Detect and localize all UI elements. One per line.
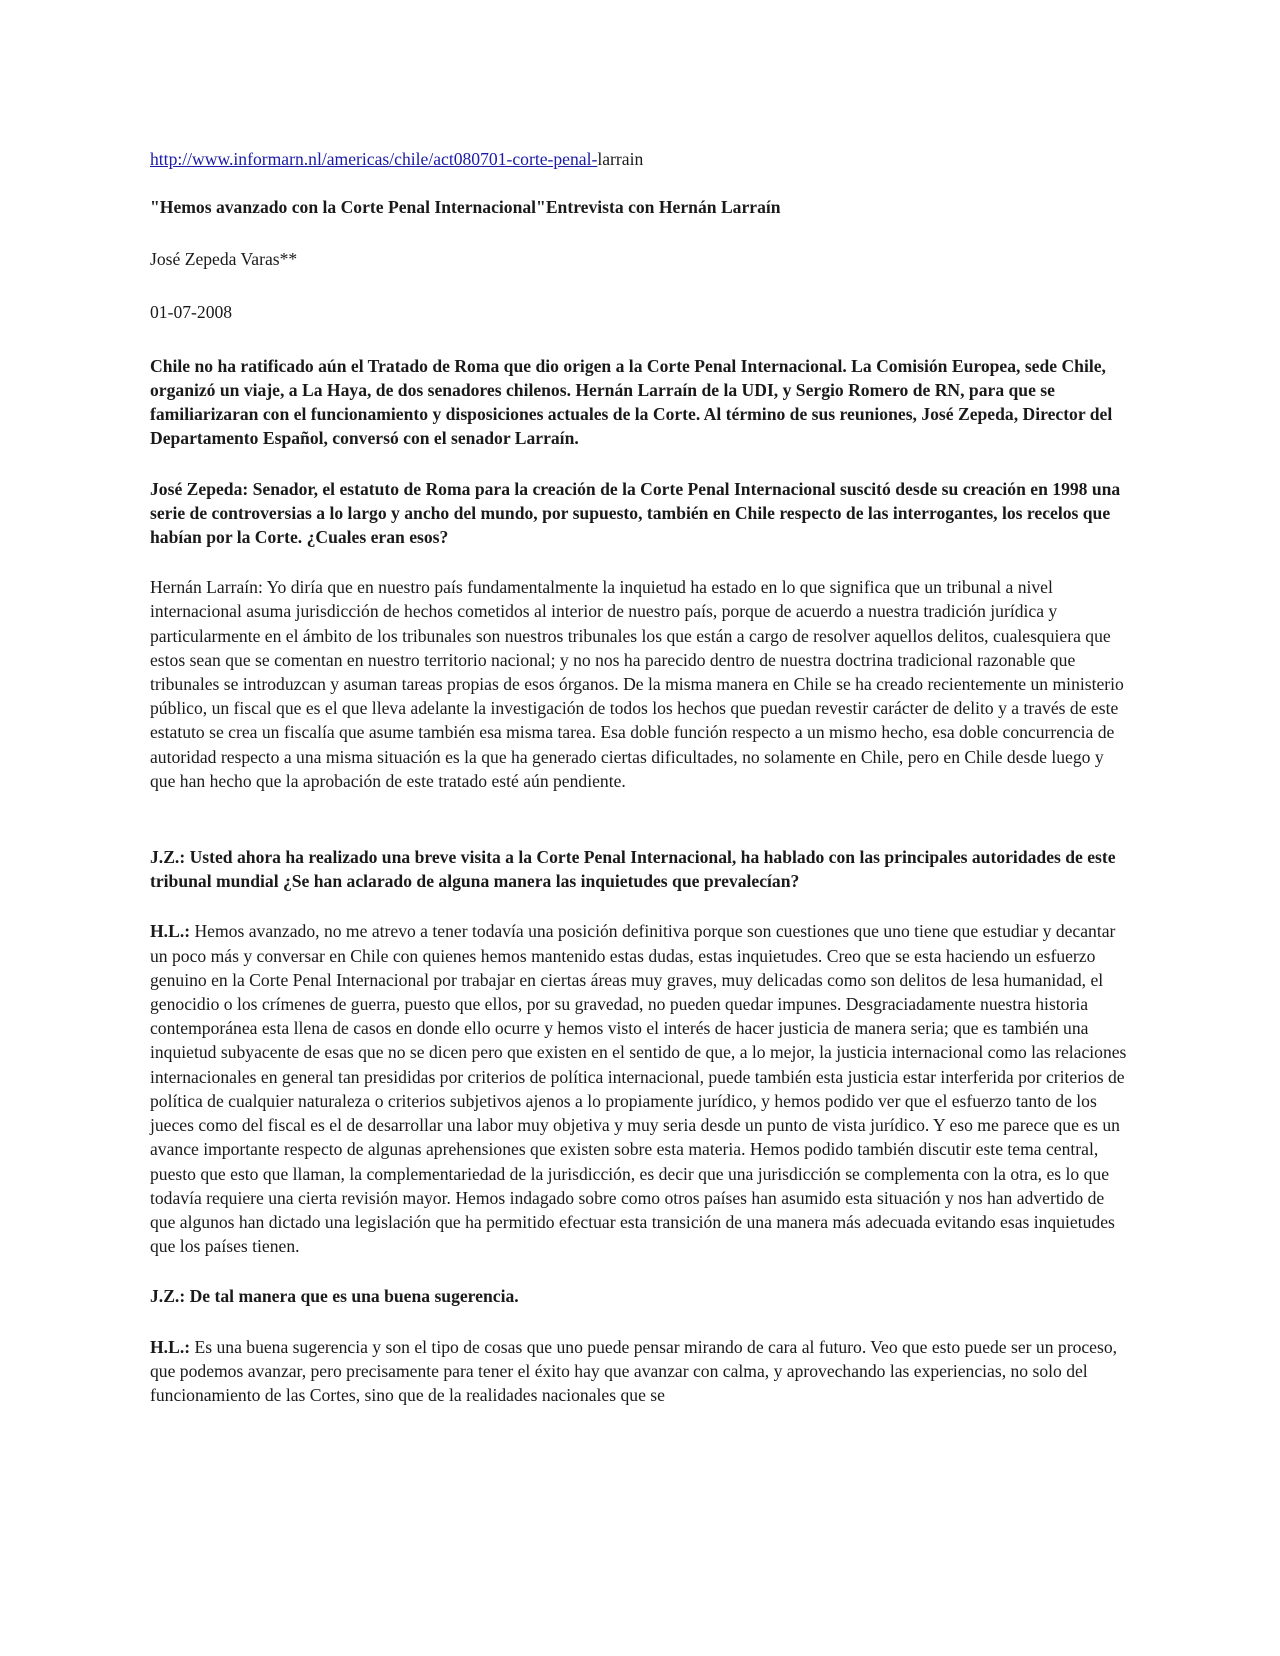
interview-question-3: J.Z.: De tal manera que es una buena sugerencia. (150, 1286, 519, 1307)
document-page (150, 147, 1130, 1433)
interview-answer-1: Hernán Larraín: Yo diría que en nuestro país fundamentalmente la inquietud ha estado en lo que significa que un tribunal a nivel internacional asuma jurisdicción de hechos cometidos al interior de nuestro país, porque de acuerdo a nuestra tradición jurídica y particularmente en el ámbito de los tribunales son nuestros tribunales los que están a cargo de resolver aquellos delitos, cualesquiera que estos sean que se comentan en nuestro territorio nacional; y no nos ha parecido dentro de nuestra doctrina tradicional razonable que tribunales se introduzcan y asuman tareas propias de esos órganos. De la misma manera en Chile se ha creado recientemente un ministerio público, un fiscal que es el que lleva adelante la investigación de todos los hechos que puedan revestir carácter de delito y a través de este estatuto se crea un fiscalía que asume también esa misma tarea. Esa doble función respecto a un mismo hecho, esa doble concurrencia de autoridad respecto a una misma situación es la que ha generado ciertas dificultades, no solamente en Chile, pero en Chile desde luego y que han hecho que la aprobación de este tratado esté aún pendiente. (150, 577, 1124, 791)
source-url-link[interactable]: http://www.informarn.nl/americas/chile/act080701-corte-penal- (150, 149, 598, 169)
interview-question-1: José Zepeda: Senador, el estatuto de Roma para la creación de la Corte Penal Internacional suscitó desde su creación en 1998 una serie de controversias a lo largo y ancho del mundo, por supuesto, también en Chile respecto de las interrogantes, los recelos que habían por la Corte. ¿Cuales eran esos? (150, 478, 1121, 548)
answer-2-text: Hemos avanzado, no me atrevo a tener todavía una posición definitiva porque son cuestiones que uno tiene que estudiar y decantar un poco más y conversar en Chile con quienes hemos mantenido estas dudas, estas inquietudes. Creo que se esta haciendo un esfuerzo genuino en la Corte Penal Internacional por trabajar en ciertas áreas muy graves, muy delicadas como son delitos de lesa humanidad, el genocidio o los crímenes de guerra, puesto que ellos, por su gravedad, no pueden quedar impunes. Desgraciadamente nuestra historia contemporánea esta llena de casos en donde ello ocurre y hemos visto el interés de hacer justicia de manera seria; que es también una inquietud subyacente de esas que no se dicen pero que existen en el sentido de que, a lo mejor, la justicia internacional como las relaciones internacionales en general tan presididas por criterios de política internacional, puede también esta justicia estar interferida por criterios de política de cualquier naturaleza o criterios subjetivos ajenos a lo propiamente jurídico, y hemos podido ver que el esfuerzo tanto de los jueces como del fiscal es el de desarrollar una labor muy objetiva y muy seria desde un punto de vista jurídico. Y eso me parece que es un avance importante respecto de algunas aprehensiones que existen sobre esta materia. Hemos podido también discutir este tema central, puesto que esto que llaman, la complementariedad de la jurisdicción, es decir que una jurisdicción se complementa con la otra, es lo que todavía requiere una cierta revisión mayor. Hemos indagado sobre como otros países han asumido esta situación y nos han advertido de que algunos han dictado una legislación que ha permitido efectuar esta transición de una manera más adecuada evitando esas inquietudes que los países tienen. (150, 921, 1127, 1257)
interview-question-2: J.Z.: Usted ahora ha realizado una breve visita a la Corte Penal Internacional, ha hablado con las principales autoridades de este tribunal mundial ¿Se han aclarado de alguna manera las inquietudes que prevalecían? (150, 847, 1116, 892)
source-url-line (150, 147, 1130, 171)
interview-answer-2 (150, 919, 1130, 1258)
article-lead: Chile no ha ratificado aún el Tratado de Roma que dio origen a la Corte Penal Internacional. La Comisión Europea, sede Chile, organizó un viaje, a La Haya, de dos senadores chilenos. Hernán Larraín de la UDI, y Sergio Romero de RN, para que se familiarizaran con el funcionamiento y disposiciones actuales de la Corte. Al término de sus reuniones, José Zepeda, Director del Departamento Español, conversó con el senador Larraín. (150, 355, 1113, 449)
article-title: "Hemos avanzado con la Corte Penal Internacional"Entrevista con Hernán Larraín (150, 197, 781, 218)
answer-2-speaker: H.L.: (150, 921, 191, 942)
article-date: 01-07-2008 (150, 301, 233, 322)
article-author: José Zepeda Varas** (150, 249, 298, 270)
source-url-tail: larrain (597, 149, 644, 169)
interview-answer-3 (150, 1335, 1130, 1408)
answer-3-speaker: H.L.: (150, 1336, 191, 1357)
answer-3-text: Es una buena sugerencia y son el tipo de cosas que uno puede pensar mirando de cara al futuro. Veo que esto puede ser un proceso, que podemos avanzar, pero precisamente para tener el éxito hay que avanzar con calma, y aprovechando las experiencias, no solo del funcionamiento de las Cortes, sino que de la realidades nacionales que se (150, 1336, 1118, 1405)
